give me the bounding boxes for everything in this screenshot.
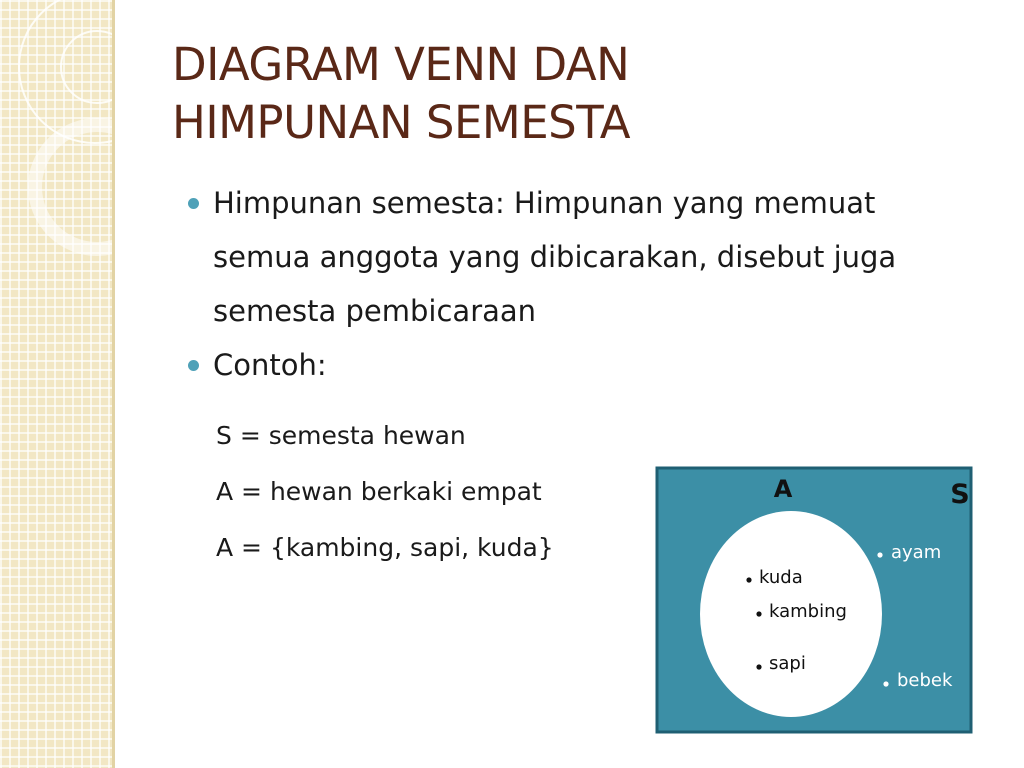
example-line: S = semesta hewan <box>216 421 466 450</box>
bullet-dot-icon <box>188 360 199 371</box>
member-point <box>746 577 751 582</box>
decorative-ring <box>28 118 112 256</box>
non-member-label: ayam <box>891 542 942 563</box>
bullet-list <box>188 176 988 392</box>
example-line: A = hewan berkaki empat <box>216 477 542 506</box>
example-line: A = {kambing, sapi, kuda} <box>216 533 554 562</box>
member-point <box>756 664 761 669</box>
member-label: kuda <box>759 567 803 588</box>
bullet-text: Himpunan semesta: Himpunan yang memuat semua anggota yang dibicarakan, disebut juga semesta pembicaraan <box>213 186 897 328</box>
non-member-label: bebek <box>897 670 953 691</box>
venn-diagram <box>655 466 973 734</box>
slide-title <box>172 36 630 152</box>
sidebar-divider <box>112 0 115 768</box>
bullet-dot-icon <box>188 198 199 209</box>
member-label: sapi <box>769 653 806 674</box>
set-a-label: A <box>773 475 793 503</box>
bullet-item <box>188 338 988 392</box>
slide-title-line-2: HIMPUNAN SEMESTA <box>172 96 631 149</box>
slide-title-line-1: DIAGRAM VENN DAN <box>172 38 630 91</box>
member-label: kambing <box>769 601 847 622</box>
member-point <box>756 611 761 616</box>
example-lines <box>216 408 554 576</box>
bullet-text: Contoh: <box>213 348 327 382</box>
bullet-item <box>188 176 988 338</box>
decorative-sidebar <box>0 0 112 768</box>
non-member-point <box>883 681 888 686</box>
universe-s-label: S <box>950 479 970 510</box>
non-member-point <box>877 552 882 557</box>
